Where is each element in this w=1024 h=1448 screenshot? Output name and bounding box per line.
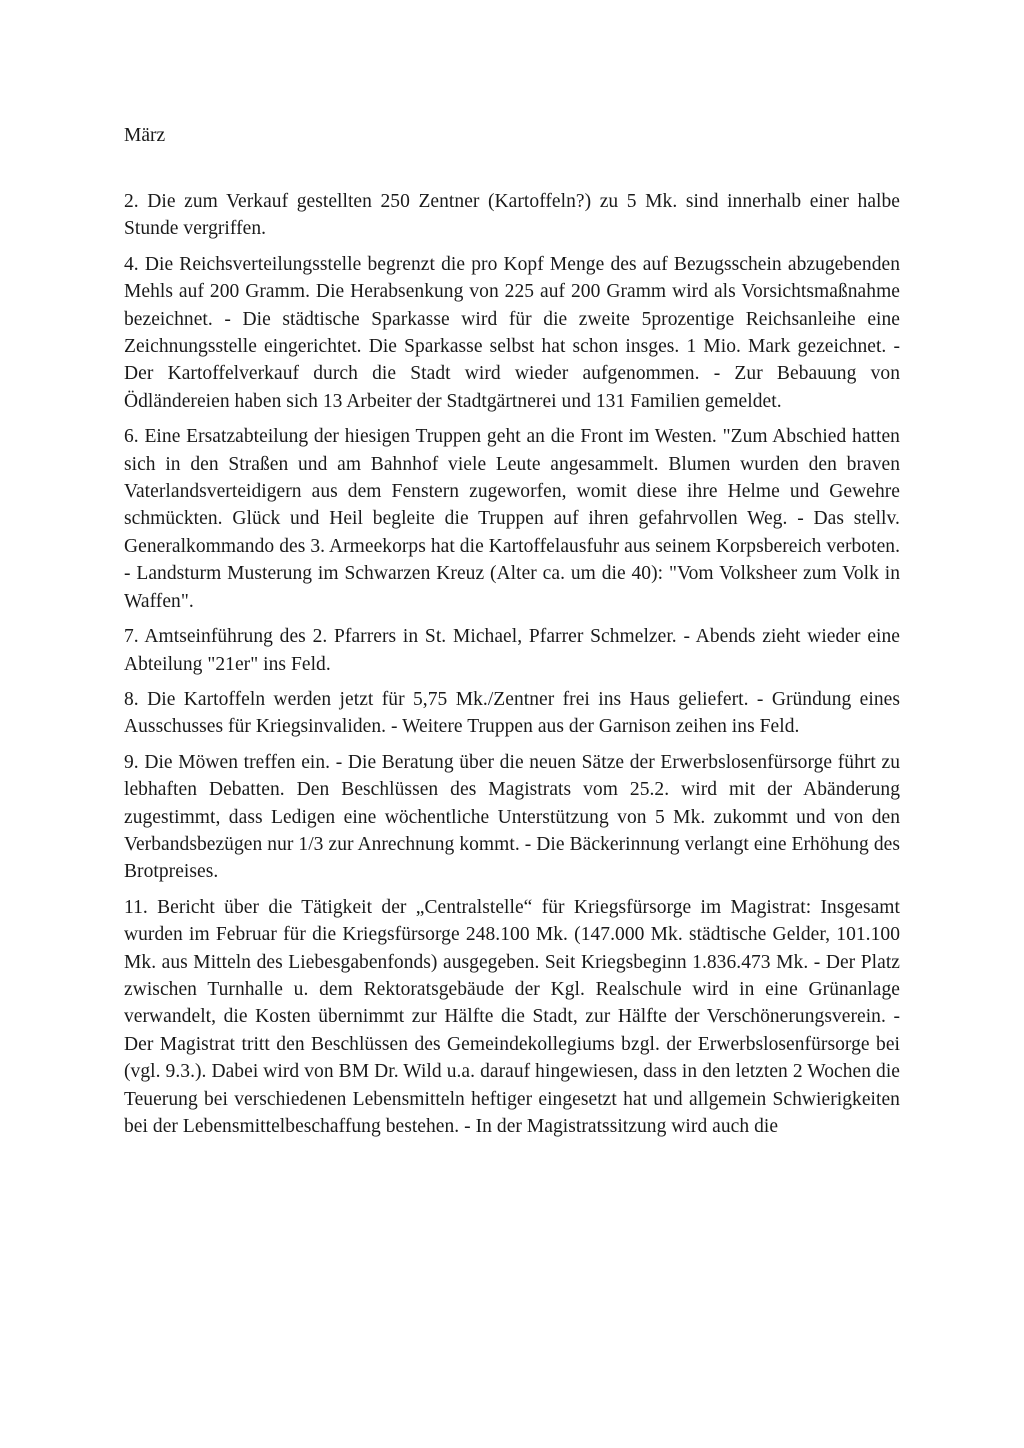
entry-day-8: 8. Die Kartoffeln werden jetzt für 5,75 Mk./Zentner frei ins Haus geliefert. - Gründung eines Ausschusses für Kriegsinvaliden. - Weitere Truppen aus der Garnison zeihen ins Feld. bbox=[124, 688, 900, 738]
entry-day-4: 4. Die Reichsverteilungsstelle begrenzt die pro Kopf Menge des auf Bezugsschein abzugebenden Mehls auf 200 Gramm. Die Herabsenkung von 225 auf 200 Gramm wird als Vorsichtsmaßnahme bezeichnet. - Die städtische Sparkasse wird für die zweite 5prozentige Reichsanleihe eine Zeichnungsstelle eingerichtet. Die Sparkasse selbst hat schon insges. 1 Mio. Mark gezeichnet. - Der Kartoffelverkauf durch die Stadt wird wieder aufgenommen. - Zur Bebauung von Ödländereien haben sich 13 Arbeiter der Stadtgärtnerei und 131 Familien gemeldet. bbox=[124, 253, 900, 412]
entry-day-6: 6. Eine Ersatzabteilung der hiesigen Truppen geht an die Front im Westen. "Zum Abschied hatten sich in den Straßen und am Bahnhof viele Leute angesammelt. Blumen wurden den braven Vaterlandsverteidigern aus dem Fenstern zugeworfen, womit diese ihre Helme und Gewehre schmückten. Glück und Heil begleite die Truppen auf ihren gefahrvollen Weg. - Das stellv. Generalkommando des 3. Armeekorps hat die Kartoffelausfuhr aus seinem Korpsbereich verboten. - Landsturm Musterung im Schwarzen Kreuz (Alter ca. um die 40): "Vom Volksheer zum Volk in Waffen". bbox=[124, 426, 900, 612]
month-heading: März bbox=[124, 125, 166, 146]
document-page bbox=[124, 122, 900, 1148]
entry-day-2: 2. Die zum Verkauf gestellten 250 Zentner (Kartoffeln?) zu 5 Mk. sind innerhalb einer halbe Stunde vergriffen. bbox=[124, 191, 900, 240]
entry-day-7: 7. Amtseinführung des 2. Pfarrers in St. Michael, Pfarrer Schmelzer. - Abends zieht wieder eine Abteilung "21er" ins Feld. bbox=[124, 626, 900, 675]
entry-day-11: 11. Bericht über die Tätigkeit der „Centralstelle“ für Kriegsfürsorge im Magistrat: Insgesamt wurden im Februar für die Kriegsfürsorge 248.100 Mk. (147.000 Mk. städtische Gelder, 101.100 Mk. aus Mitteln des Liebesgabenfonds) ausgegeben. Seit Kriegsbeginn 1.836.473 Mk. - Der Platz zwischen Turnhalle u. dem Rektoratsgebäude der Kgl. Realschule wird in eine Grünanlage verwandelt, die Kosten übernimmt zur Hälfte die Stadt, zur Hälfte der Verschönerungsverein. - Der Magistrat tritt den Beschlüssen des Gemeindekollegiums bzgl. der Erwerbslosenfürsorge bei (vgl. 9.3.). Dabei wird von BM Dr. Wild u.a. darauf hingewiesen, dass in den letzten 2 Wochen die Teuerung bei verschiedenen Lebensmitteln heftiger eingesetzt hat und allgemein Schwierigkeiten bei der Lebensmittelbeschaffung bestehen. - In der Magistratssitzung wird auch die bbox=[124, 896, 900, 1137]
entry-day-9: 9. Die Möwen treffen ein. - Die Beratung über die neuen Sätze der Erwerbslosenfürsorge führt zu lebhaften Debatten. Den Beschlüssen des Magistrats vom 25.2. wird mit der Abänderung zugestimmt, dass Ledigen eine wöchentliche Unterstützung von 5 Mk. zukommt und von den Verbandsbezügen nur 1/3 zur Anrechnung kommt. - Die Bäckerinnung verlangt eine Erhöhung des Brotpreises. bbox=[124, 751, 900, 883]
